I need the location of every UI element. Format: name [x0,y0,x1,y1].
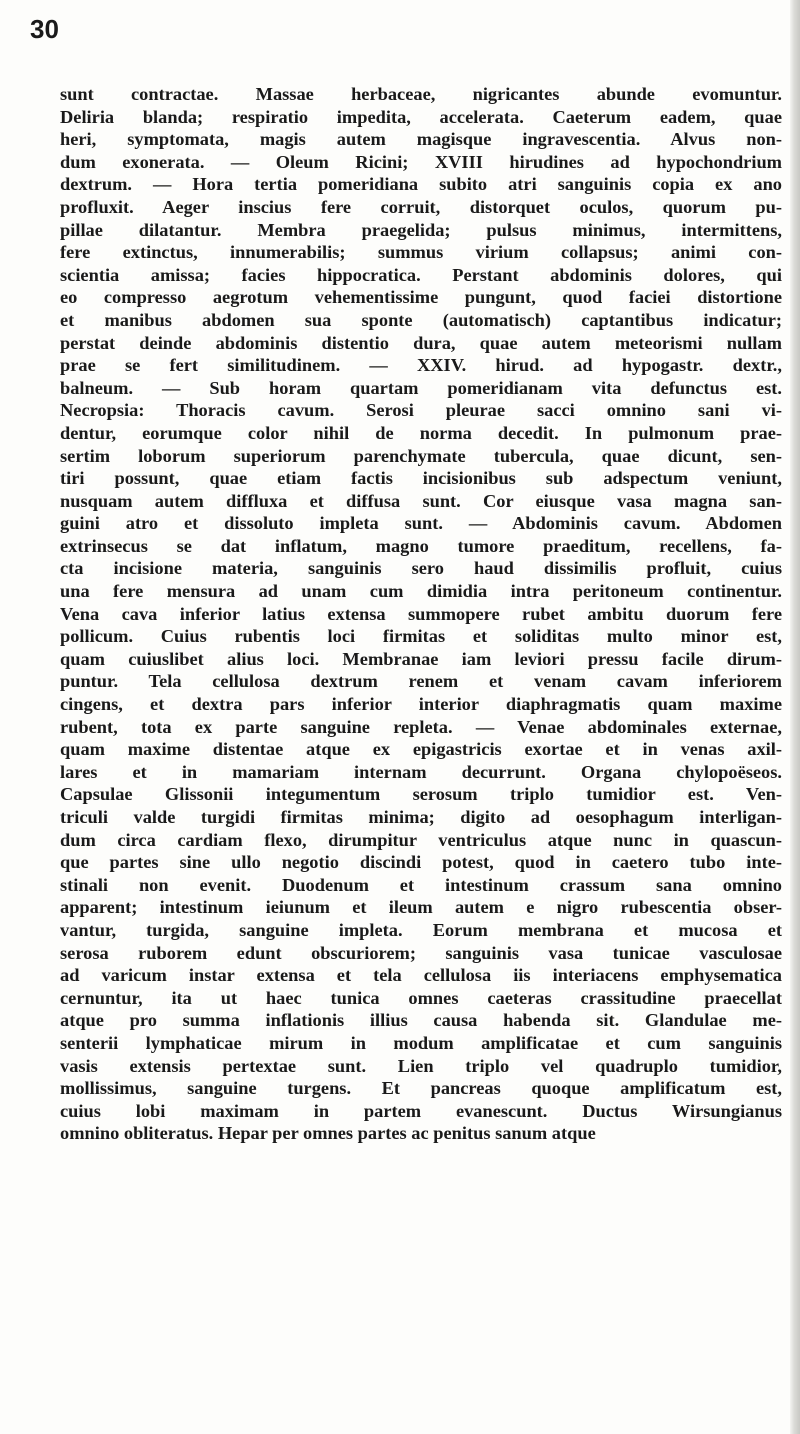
text-line: dentur, eorumque color nihil de norma decedit. In pulmonum prae- [60,422,782,443]
text-line: stinali non evenit. Duodenum et intestinum crassum sana omnino [60,874,782,895]
text-line: atque pro summa inflationis illius causa habenda sit. Glandulae me- [60,1010,782,1031]
text-line: scientia amissa; facies hippocratica. Perstant abdominis dolores, qui [60,264,782,285]
text-line: una fere mensura ad unam cum dimidia intra peritoneum continentur. [60,581,782,602]
text-line: et manibus abdomen sua sponte (automatisch) captantibus indicatur; [60,309,782,330]
text-line: omnino obliteratus. Hepar per omnes partes ac penitus sanum atque [60,1123,596,1144]
text-line: cernuntur, ita ut haec tunica omnes caeteras crassitudine praecellat [60,987,782,1008]
text-line: profluxit. Aeger inscius fere corruit, distorquet oculos, quorum pu- [60,196,782,217]
text-line: guini atro et dissoluto impleta sunt. — Abdominis cavum. Abdomen [60,513,782,534]
text-line: mollissimus, sanguine turgens. Et pancreas quoque amplificatum est, [60,1078,782,1099]
text-line: heri, symptomata, magis autem magisque ingravescentia. Alvus non- [60,129,782,150]
text-line: tiri possunt, quae etiam factis incisionibus sub adspectum veniunt, [60,468,782,489]
text-line: dum circa cardiam flexo, dirumpitur ventriculus atque nunc in quascun- [60,829,782,850]
text-line: extrinsecus se dat inflatum, magno tumore praeditum, recellens, fa- [60,535,782,556]
page-number: 30 [30,14,59,44]
text-line: perstat deinde abdominis distentio dura, quae autem meteorismi nullam [60,332,782,353]
text-line: Deliria blanda; respiratio impedita, accelerata. Caeterum eadem, quae [60,106,782,127]
text-line: Vena cava inferior latius extensa summopere rubet ambitu duorum fere [60,603,782,624]
text-line: pillae dilatantur. Membra praegelida; pulsus minimus, intermittens, [60,219,782,240]
text-line: serosa ruborem edunt obscuriorem; sanguinis vasa tunicae vasculosae [60,942,782,963]
text-line: pollicum. Cuius rubentis loci firmitas et soliditas multo minor est, [60,626,782,647]
text-line: quam cuiuslibet alius loci. Membranae iam leviori pressu facile dirum- [60,648,782,669]
text-line: fere extinctus, innumerabilis; summus virium collapsus; animi con- [60,242,782,263]
text-line: rubent, tota ex parte sanguine repleta. — Venae abdominales externae, [60,716,782,737]
text-line: cuius lobi maximam in partem evanescunt. Ductus Wirsungianus [60,1100,782,1121]
text-line: ad varicum instar extensa et tela cellulosa iis interiacens emphysematica [60,965,782,986]
text-line: quam maxime distentae atque ex epigastricis exortae et in venas axil- [60,739,782,760]
body-text [60,83,782,1145]
text-line: balneum. — Sub horam quartam pomeridianam vita defunctus est. [60,377,782,398]
text-line: lares et in mamariam internam decurrunt. Organa chylopoëseos. [60,761,782,782]
text-line: puntur. Tela cellulosa dextrum renem et venam cavam inferiorem [60,671,782,692]
text-line: sunt contractae. Massae herbaceae, nigricantes abunde evomuntur. [60,84,782,104]
page-edge-shadow [790,0,800,1434]
text-line: Capsulae Glissonii integumentum serosum triplo tumidior est. Ven- [60,784,782,805]
text-line: dum exonerata. — Oleum Ricini; XVIII hirudines ad hypochondrium [60,151,782,172]
text-line: prae se fert similitudinem. — XXIV. hirud. ad hypogastr. dextr., [60,355,782,376]
text-line: cta incisione materia, sanguinis sero haud dissimilis profluit, cuius [60,558,782,579]
text-line: Necropsia: Thoracis cavum. Serosi pleurae sacci omnino sani vi- [60,400,782,421]
text-line: que partes sine ullo negotio discindi potest, quod in caetero tubo inte- [60,852,782,873]
text-line: sertim loborum superiorum parenchymate tubercula, quae dicunt, sen- [60,445,782,466]
text-line: apparent; intestinum ieiunum et ileum autem e nigro rubescentia obser- [60,897,782,918]
text-line: dextrum. — Hora tertia pomeridiana subito atri sanguinis copia ex ano [60,174,782,195]
text-line: nusquam autem diffluxa et diffusa sunt. Cor eiusque vasa magna san- [60,490,782,511]
text-line: eo compresso aegrotum vehementissime pungunt, quod faciei distortione [60,287,782,308]
text-line: cingens, et dextra pars inferior interior diaphragmatis quam maxime [60,694,782,715]
text-line: triculi valde turgidi firmitas minima; digito ad oesophagum interligan- [60,807,782,827]
text-line: vasis extensis pertextae sunt. Lien triplo vel quadruplo tumidior, [60,1055,782,1076]
text-line: vantur, turgida, sanguine impleta. Eorum membrana et mucosa et [60,919,782,940]
text-line: senterii lymphaticae mirum in modum amplificatae et cum sanguinis [60,1032,782,1053]
